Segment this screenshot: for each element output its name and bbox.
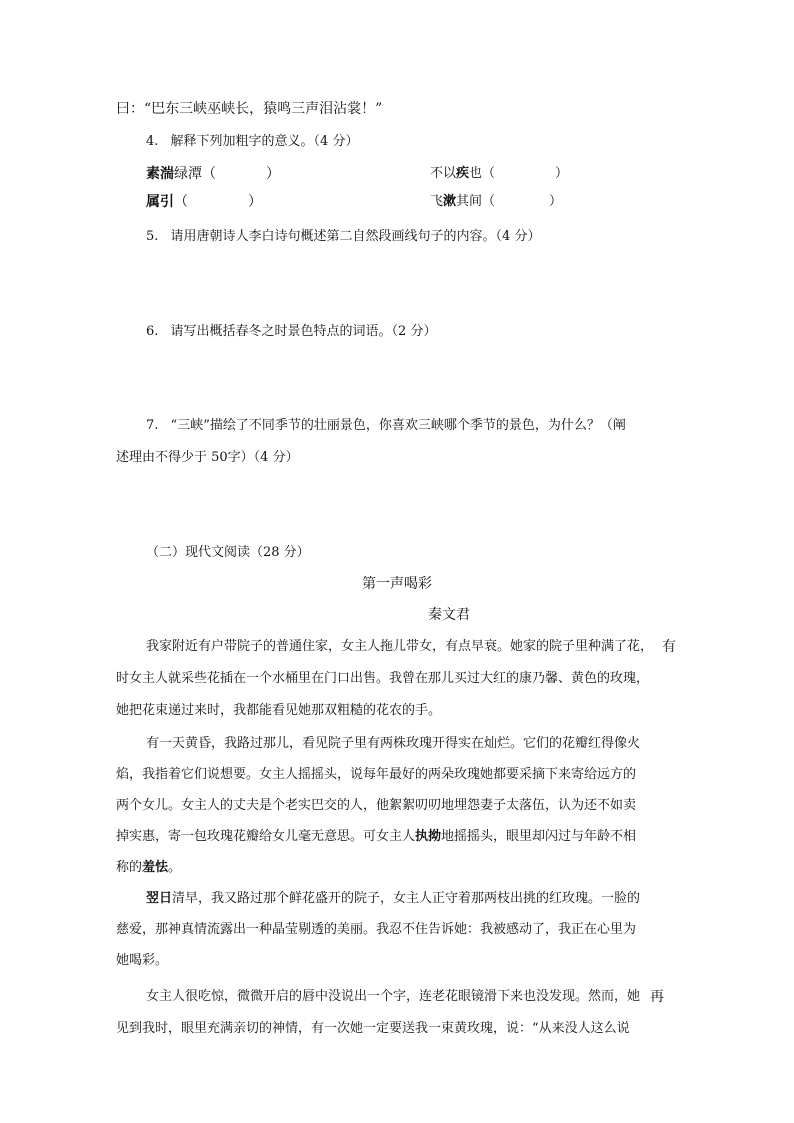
question-5: [146, 228, 540, 246]
bold-term: 羞怯: [142, 860, 169, 875]
passage-line: 时女主人就采些花插在一个水桶里在门口出售。我曾在那儿买过大红的康乃馨、黄色的玫瑰，: [116, 671, 650, 686]
passage-title: 第一声喝彩: [362, 576, 432, 592]
question-7-continued: 述理由不得少于 50字）（4 分）: [116, 450, 299, 465]
vocab-close: ）: [549, 194, 563, 209]
question-number: 4.: [146, 134, 159, 149]
question-6: [146, 323, 436, 341]
passage-line: 她喝彩。: [116, 953, 169, 968]
vocab-item-3: [146, 193, 262, 211]
question-number: 5.: [146, 229, 159, 244]
bold-term: 漱: [443, 194, 457, 209]
passage-line: [146, 890, 640, 908]
vocab-close: ）: [248, 194, 262, 210]
passage-line: 我家附近有户带院子的普通住家，女主人拖儿带女，有点早衰。她家的院子里种满了花，: [146, 639, 654, 654]
question-text: 请用唐朝诗人李白诗句概述第二自然段画线句子的内容。（4 分）: [170, 229, 541, 244]
bold-term: 素湍: [146, 166, 174, 182]
passage-line: 焰，我指着它们说想要。女主人摇摇头，说每年最好的两朵玫瑰她都要采摘下来寄给远方的: [116, 767, 637, 782]
passage-line-tail: 再: [650, 989, 664, 1005]
bold-term: 翌日: [146, 891, 173, 906]
bold-term: 执拗: [415, 829, 442, 844]
passage-line: 女主人很吃惊，微微开启的唇中没说出一个字，连老花眼镜滑下来也没发现。然而，她: [146, 989, 641, 1004]
vocab-rest: （: [174, 194, 188, 210]
vocab-pre: 飞: [430, 194, 444, 209]
question-text: “三峡”描绘了不同季节的壮丽景色，你喜欢三峡哪个季节的景色，为什么？（阐: [170, 418, 626, 433]
section-heading: （二）现代文阅读（28 分）: [146, 545, 310, 560]
passage-author: 秦文君: [428, 607, 470, 623]
question-number: 6.: [146, 324, 159, 339]
passage-line: 见到我时，眼里充满亲切的神情，有一次她一定要送我一束黄玫瑰，说：“从来没人这么说: [116, 1021, 630, 1036]
vocab-item-2: [430, 165, 568, 183]
vocab-pre: 不以: [430, 166, 457, 181]
passage-line: 有一天黄昏，我路过那儿，看见院子里有两株玫瑰开得实在灿烂。它们的花瓣红得像火: [146, 736, 641, 751]
bold-term: 属引: [146, 194, 174, 210]
bold-term: 疾: [456, 166, 470, 181]
vocab-close: ）: [555, 166, 569, 181]
vocab-rest: 其间（: [456, 194, 496, 209]
question-7: [146, 417, 626, 435]
passage-text: 清早，我又路过那个鲜花盛开的院子，女主人正守着那两枝出挑的红玫瑰。一脸的: [172, 891, 641, 906]
vocab-rest: 也（: [469, 166, 496, 181]
passage-line: 两个女儿。女主人的丈夫是个老实巴交的人，他絮絮叨叨地埋怨妻子太落伍，认为还不如卖: [116, 798, 637, 813]
passage-line-tail: 有: [662, 639, 676, 655]
vocab-close: ）: [266, 166, 280, 182]
question-4: [146, 133, 358, 151]
poem-quote-line: 曰：“巴东三峡巫峡长，猿鸣三声泪沾裳！”: [116, 101, 383, 117]
question-number: 7.: [146, 418, 159, 433]
question-text: 解释下列加粗字的意义。（4 分）: [170, 134, 359, 149]
passage-text: 掉实惠，寄一包玫瑰花瓣给女儿毫无意思。可女主人: [116, 829, 416, 844]
question-text: 请写出概括春冬之时景色特点的词语。（2 分）: [170, 324, 437, 339]
passage-line: 她把花束递过来时，我都能看见她那双粗糙的花农的手。: [116, 703, 442, 718]
passage-text: 称的: [116, 860, 143, 875]
passage-line: [116, 828, 636, 846]
passage-text: 。: [168, 860, 182, 875]
vocab-item-4: [430, 193, 562, 211]
passage-line: [116, 859, 181, 877]
passage-line: 慈爱，那神真情流露出一种晶莹剔透的美丽。我忍不住告诉她：我被感动了，我正在心里为: [116, 922, 637, 937]
vocab-item-1: [146, 165, 280, 183]
vocab-rest: 绿潭（: [174, 166, 216, 182]
passage-text: 地摇摇头，眼里却闪过与年龄不相: [441, 829, 637, 844]
